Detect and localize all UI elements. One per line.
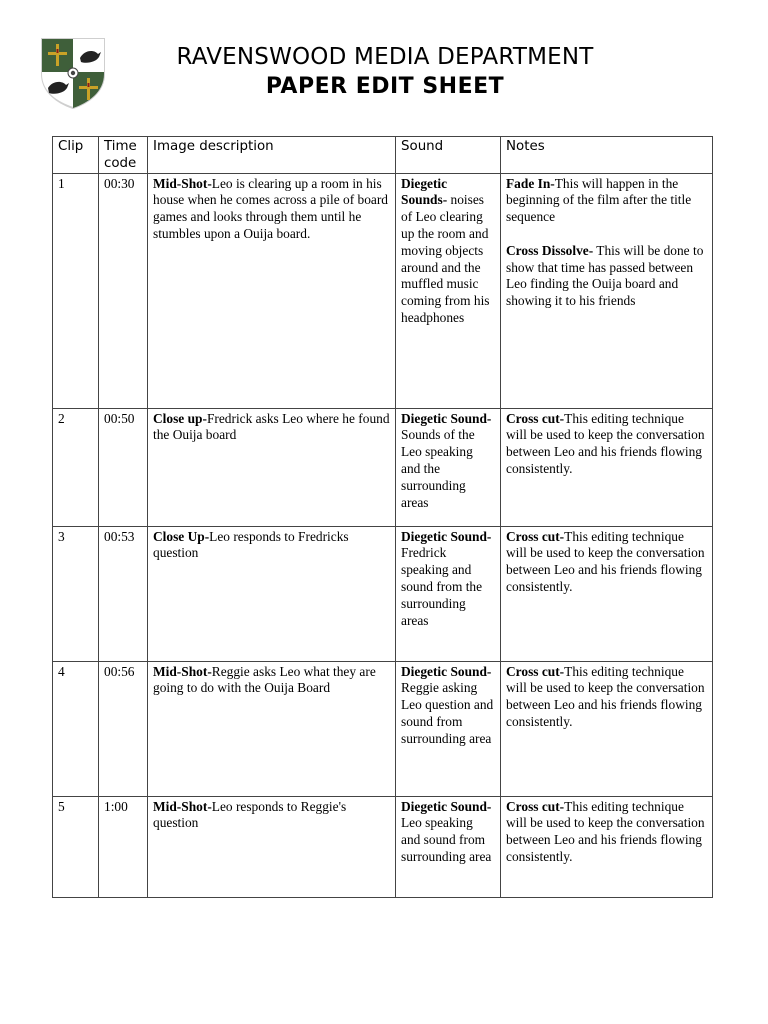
- header-notes: Notes: [501, 137, 713, 174]
- department-title: RAVENSWOOD MEDIA DEPARTMENT: [176, 44, 594, 70]
- sound-type: Diegetic Sound-: [401, 798, 492, 814]
- image-description: [148, 661, 396, 796]
- notes-cell: [501, 526, 713, 661]
- image-description: [148, 173, 396, 408]
- sound-cell: [396, 408, 501, 526]
- shot-type: Mid-Shot-: [153, 663, 212, 679]
- note-text: This will be done to show that time has passed between Leo finding the Ouija board and showing it to his friends: [506, 242, 704, 309]
- note-text: This editing technique will be used to keep the conversation between Leo and his friends flowing consistently.: [506, 798, 705, 864]
- shot-type: Mid-Shot-: [153, 175, 212, 191]
- image-description: [148, 796, 396, 897]
- clip-number: 1: [53, 173, 99, 408]
- note-technique: Cross cut-: [506, 528, 565, 544]
- time-code: 00:50: [99, 408, 148, 526]
- note-text: This editing technique will be used to keep the conversation between Leo and his friends flowing consistently.: [506, 663, 705, 729]
- time-code: 00:53: [99, 526, 148, 661]
- school-crest-logo: [40, 36, 106, 110]
- table-row: [53, 173, 713, 408]
- table-row: [53, 526, 713, 661]
- sound-type: Diegetic Sound-: [401, 410, 492, 426]
- note-technique: Cross cut-: [506, 663, 565, 679]
- notes-cell: [501, 173, 713, 408]
- image-description: [148, 408, 396, 526]
- sound-text: Sounds of the Leo speaking and the surrounding areas: [401, 427, 475, 510]
- note-technique: Cross Dissolve-: [506, 242, 594, 258]
- table-header-row: [53, 137, 713, 174]
- time-code: 00:30: [99, 173, 148, 408]
- clip-number: 5: [53, 796, 99, 897]
- image-text: Leo responds to Reggie's question: [153, 798, 347, 831]
- image-text: Leo responds to Fredricks question: [153, 528, 349, 561]
- sound-text: Leo speaking and sound from surrounding area: [401, 815, 492, 864]
- note-technique: Cross cut-: [506, 410, 565, 426]
- note-text: This will happen in the beginning of the film after the title sequence: [506, 175, 692, 225]
- time-code: 00:56: [99, 661, 148, 796]
- sound-type: Diegetic Sounds-: [401, 175, 448, 208]
- image-description: [148, 526, 396, 661]
- sheet-title: PAPER EDIT SHEET: [265, 74, 505, 99]
- image-text: Leo is clearing up a room in his house when he comes across a pile of board games and looks through them until he stumbles upon a Ouija board.: [153, 175, 389, 241]
- note-technique: Cross cut-: [506, 798, 565, 814]
- clip-number: 3: [53, 526, 99, 661]
- notes-cell: [501, 408, 713, 526]
- notes-cell: [501, 661, 713, 796]
- sound-cell: [396, 173, 501, 408]
- sound-text: Fredrick speaking and sound from the surrounding areas: [401, 545, 483, 628]
- shot-type: Close Up-: [153, 528, 210, 544]
- table-row: [53, 796, 713, 897]
- header-sound: Sound: [396, 137, 501, 174]
- header-time-code: Time code: [99, 137, 148, 174]
- header-clip: Clip: [53, 137, 99, 174]
- note-technique: Fade In-: [506, 175, 555, 191]
- clip-number: 2: [53, 408, 99, 526]
- header-image-description: Image description: [148, 137, 396, 174]
- sound-text: noises of Leo clearing up the room and moving objects around and the muffled music coming from his headphones: [401, 192, 490, 325]
- notes-cell: [501, 796, 713, 897]
- sound-type: Diegetic Sound-: [401, 528, 492, 544]
- sound-cell: [396, 661, 501, 796]
- image-text: Reggie asks Leo what they are going to do with the Ouija Board: [153, 663, 376, 696]
- sound-type: Diegetic Sound-: [401, 663, 492, 679]
- paper-edit-table: [52, 136, 713, 898]
- time-code: 1:00: [99, 796, 148, 897]
- sound-cell: [396, 526, 501, 661]
- table-row: [53, 408, 713, 526]
- sound-text: Reggie asking Leo question and sound from surrounding area: [401, 680, 494, 746]
- note-text: This editing technique will be used to keep the conversation between Leo and his friends flowing consistently.: [506, 410, 705, 476]
- clip-number: 4: [53, 661, 99, 796]
- shot-type: Mid-Shot-: [153, 798, 212, 814]
- note-text: This editing technique will be used to keep the conversation between Leo and his friends flowing consistently.: [506, 528, 705, 594]
- shot-type: Close up-: [153, 410, 207, 426]
- image-text: Fredrick asks Leo where he found the Ouija board: [153, 410, 390, 443]
- sound-cell: [396, 796, 501, 897]
- table-row: [53, 661, 713, 796]
